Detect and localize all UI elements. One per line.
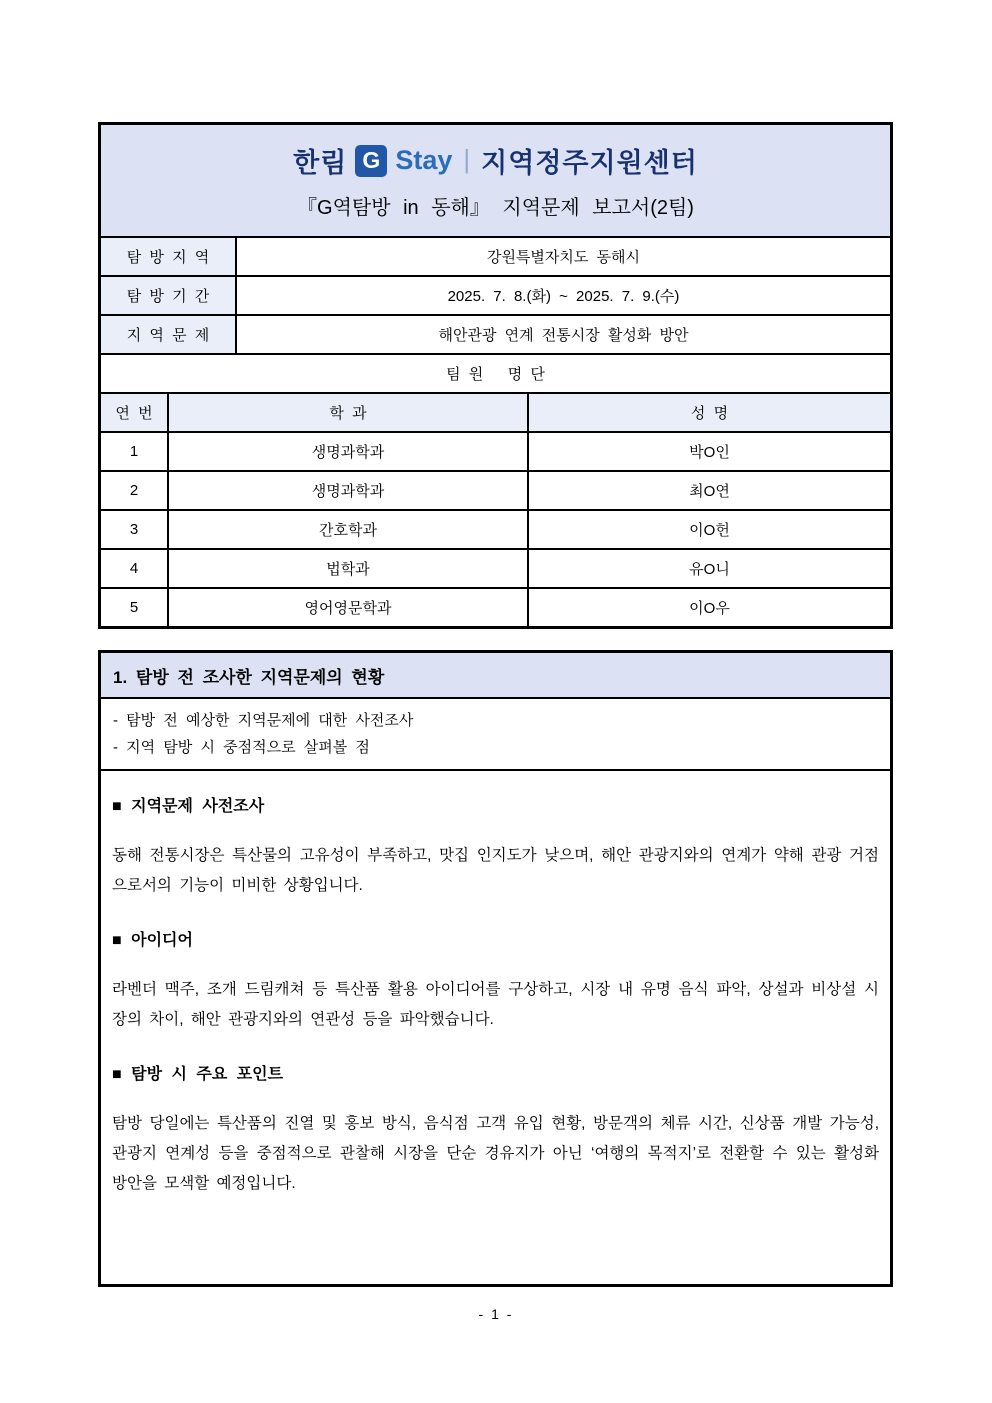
team-header-dept: 학 과 xyxy=(169,394,529,431)
table-row xyxy=(101,548,890,587)
table-row xyxy=(101,587,890,626)
info-row-problem xyxy=(101,314,890,353)
report-document xyxy=(98,122,893,1287)
member-no: 4 xyxy=(101,550,169,587)
member-no: 3 xyxy=(101,511,169,548)
member-name: 이O헌 xyxy=(689,522,730,539)
member-dept: 생명과학과 xyxy=(169,472,529,509)
info-value-problem: 해안관광 연계 전통시장 활성화 방안 xyxy=(438,327,689,344)
section1-table xyxy=(98,650,893,1287)
member-no: 5 xyxy=(101,589,169,626)
block-heading-visit-points: ■ 탐방 시 주요 포인트 xyxy=(112,1066,284,1083)
logo-divider: | xyxy=(463,144,471,174)
member-name: 이O우 xyxy=(689,600,730,617)
info-label-problem: 지 역 문 제 xyxy=(101,316,237,353)
page-number: - 1 - xyxy=(478,1306,514,1322)
info-value-period: 2025. 7. 8.(화) ~ 2025. 7. 9.(수) xyxy=(447,288,680,305)
logo-text-stay: Stay xyxy=(395,145,453,175)
team-roster-title: 팀 원 명 단 xyxy=(446,366,545,383)
section1-title: 1. 탐방 전 조사한 지역문제의 현황 xyxy=(101,653,890,697)
logo-text-hanlim: 한림 xyxy=(293,148,348,178)
team-header-no: 연 번 xyxy=(101,394,169,431)
section1-guide-bullets xyxy=(101,697,890,769)
member-name: 유O니 xyxy=(689,561,730,578)
guide-bullet: - 탐방 전 예상한 지역문제에 대한 사전조사 xyxy=(113,712,414,729)
report-header-table xyxy=(98,122,893,629)
block-heading-presurvey: ■ 지역문제 사전조사 xyxy=(112,798,265,815)
info-row-region xyxy=(101,236,890,275)
team-roster-title-row xyxy=(101,353,890,392)
member-dept: 법학과 xyxy=(169,550,529,587)
report-title-cell xyxy=(101,125,890,236)
table-row xyxy=(101,509,890,548)
member-no: 1 xyxy=(101,433,169,470)
info-value-region: 강원특별자치도 동해시 xyxy=(486,249,641,266)
block-body-visit-points: 탐방 당일에는 특산품의 진열 및 홍보 방식, 음식점 고객 유입 현황, 방문객의 체류 시간, 신상품 개발 가능성, 관광지 연계성 등을 중점적으로 관찰해 시장을 단순 경유지가 아닌 ‘여행의 목적지’로 전환할 수 있는 활성화 방안을 모색할 예정입니다. xyxy=(112,1115,879,1192)
section1-content xyxy=(101,769,890,1284)
block-heading-idea: ■ 아이디어 xyxy=(112,932,193,949)
table-row xyxy=(101,431,890,470)
member-name: 최O연 xyxy=(689,483,730,500)
report-title: 『G역탐방 in 동해』 지역문제 보고서(2팀) xyxy=(297,197,694,219)
hallym-gstay-logo xyxy=(293,141,698,180)
info-row-period xyxy=(101,275,890,314)
member-dept: 간호학과 xyxy=(169,511,529,548)
logo-g-badge-icon: G xyxy=(355,145,387,177)
guide-bullet: - 지역 탐방 시 중점적으로 살펴볼 점 xyxy=(113,739,370,756)
member-dept: 영어영문학과 xyxy=(169,589,529,626)
team-table-header-row xyxy=(101,392,890,431)
info-label-region: 탐 방 지 역 xyxy=(101,238,237,275)
logo-text-center-name: 지역정주지원센터 xyxy=(481,148,698,178)
team-header-name: 성 명 xyxy=(529,394,890,431)
member-dept: 생명과학과 xyxy=(169,433,529,470)
block-body-presurvey: 동해 전통시장은 특산물의 고유성이 부족하고, 맛집 인지도가 낮으며, 해안 관광지와의 연계가 약해 관광 거점으로서의 기능이 미비한 상황입니다. xyxy=(112,847,879,894)
member-no: 2 xyxy=(101,472,169,509)
table-row xyxy=(101,470,890,509)
block-body-idea: 라벤더 맥주, 조개 드림캐쳐 등 특산품 활용 아이디어를 구상하고, 시장 내 유명 음식 파악, 상설과 비상설 시장의 차이, 해안 관광지와의 연관성 등을 파악했습니다. xyxy=(112,981,879,1028)
info-label-period: 탐 방 기 간 xyxy=(101,277,237,314)
member-name: 박O인 xyxy=(689,444,730,461)
